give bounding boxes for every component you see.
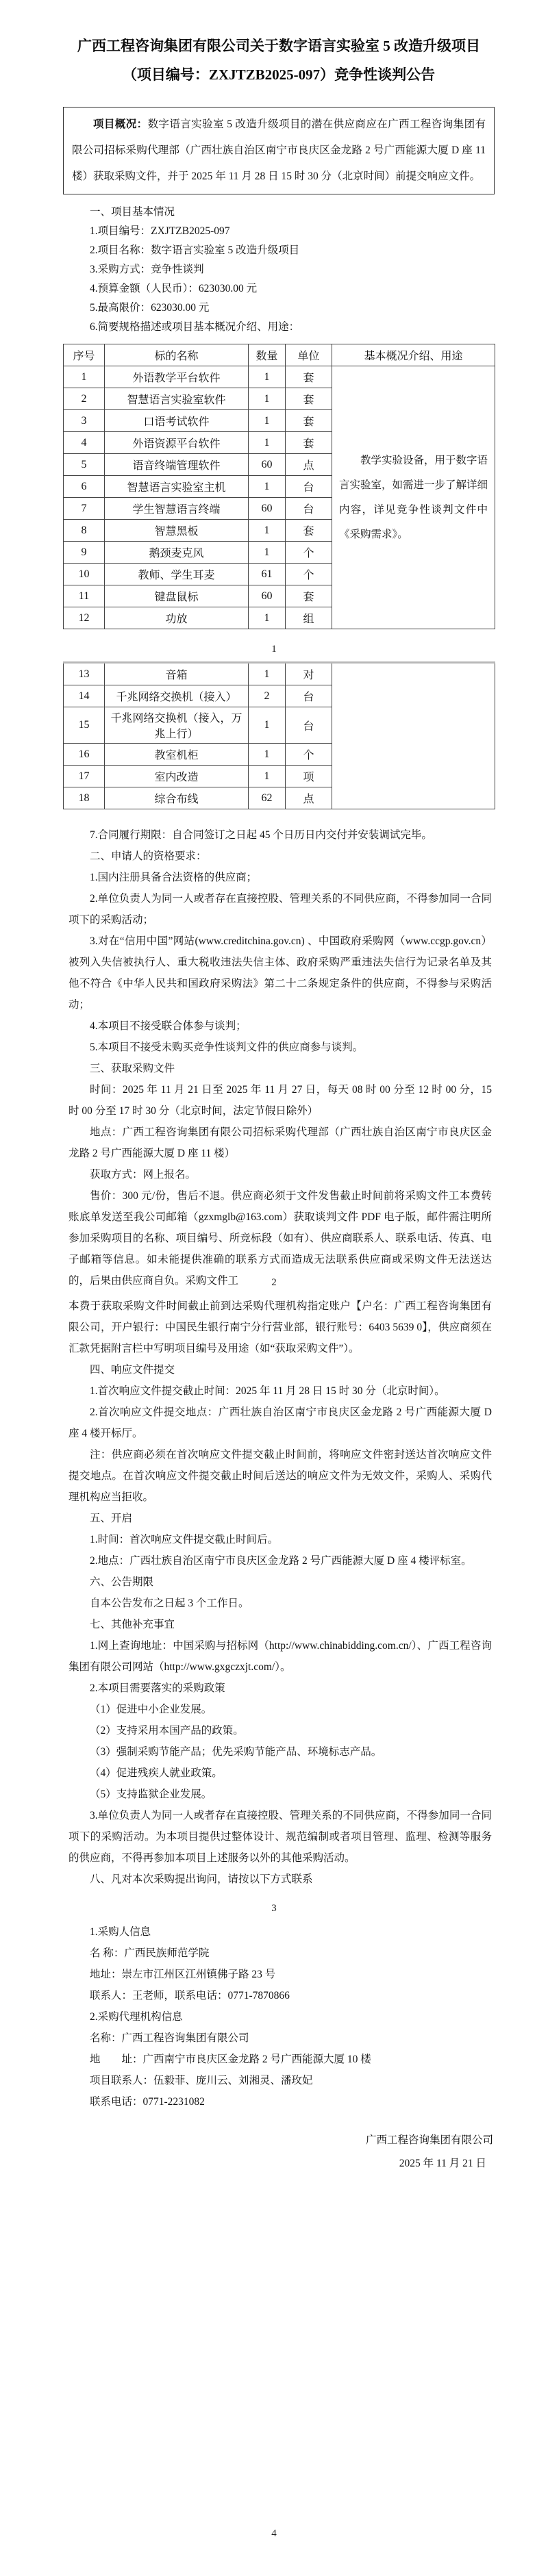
paragraph: 售价：300 元/份，售后不退。供应商必须于文件发售截止时间前将采购文件工本费转账底单发送至我公司邮箱（gzxmglb@163.com）获取谈判文件 PDF 电子版，邮件需注明所参加采购项目的名称、项目编号、所竞标段（如有）、供应商联系人、联系电话、传真、电子邮箱等信息。如未能提供准确的联系方式而造成无法联系供应商或采购文件无法送达的，后果由供应商自负。采购文件工 <box>68 1190 492 1287</box>
item-unit: 套 <box>286 432 332 454</box>
item-name: 口语考试软件 <box>105 410 249 432</box>
page-number-3: 3 <box>271 1903 277 1914</box>
column-header: 序号 <box>64 344 105 366</box>
item-no: 11 <box>64 585 105 607</box>
item-no: 5 <box>64 454 105 476</box>
paragraph: 4.预算金额（人民币）：623030.00 元 <box>90 283 258 294</box>
section-qualifications-and-documents <box>63 824 495 1291</box>
item-unit: 台 <box>286 685 332 707</box>
item-no: 16 <box>64 744 105 766</box>
paragraph: 本费于获取采购文件时间截止前到达采购代理机构指定账户【户名：广西工程咨询集团有限公司，开户银行：中国民生银行南宁分行营业部，银行账号：6403 5639 0】，供应商须在汇款凭据附言栏中写明项目编号及用途（如“获取采购文件”）。 <box>68 1300 492 1354</box>
item-no: 2 <box>64 388 105 410</box>
items-table-body-page1 <box>64 366 495 629</box>
paragraph: 1.国内注册具备合法资格的供应商； <box>90 872 258 883</box>
item-unit: 套 <box>286 410 332 432</box>
item-name: 学生智慧语言终端 <box>105 498 249 520</box>
item-name: 室内改造 <box>105 766 249 787</box>
paragraph: 注：供应商必须在首次响应文件提交截止时间前，将响应文件密封送达首次响应文件提交地点。在首次响应文件提交截止时间后送达的响应文件为无效文件，采购人、采购代理机构应当拒收。 <box>68 1449 492 1503</box>
item-unit: 个 <box>286 564 332 585</box>
item-unit: 个 <box>286 542 332 564</box>
item-qty: 1 <box>249 432 286 454</box>
paragraph: 名 称：广西民族师范学院 <box>90 1947 210 1959</box>
paragraph: 获取方式：网上报名。 <box>90 1169 197 1180</box>
signoff-date: 2025 年 11 月 21 日 <box>399 2158 486 2169</box>
item-qty: 1 <box>249 388 286 410</box>
section-submission-and-other <box>63 1296 495 1890</box>
paragraph: 1.项目编号：ZXJTZB2025-097 <box>90 225 230 237</box>
item-name: 外语资源平台软件 <box>105 432 249 454</box>
item-unit: 组 <box>286 607 332 629</box>
paragraph: 7.合同履行期限：自合同签订之日起 45 个日历日内交付并安装调试完毕。 <box>90 829 432 841</box>
paragraph: 四、响应文件提交 <box>90 1364 175 1376</box>
item-no: 8 <box>64 520 105 542</box>
page-number-4: 4 <box>271 2528 277 2539</box>
items-table-page2 <box>63 661 495 809</box>
item-name: 智慧语言实验室主机 <box>105 476 249 498</box>
paragraph: 6.简要规格描述或项目基本概况介绍、用途： <box>90 321 300 333</box>
column-header: 单位 <box>286 344 332 366</box>
item-no: 4 <box>64 432 105 454</box>
overview-label: 项目概况： <box>93 118 148 130</box>
paragraph: 3.对在“信用中国”网站(www.creditchina.gov.cn) 、中国政府采购网（www.ccgp.gov.cn）被列入失信被执行人、重大税收违法失信主体、政府采购严重违法失信行为记录名单及其他不符合《中华人民共和国政府采购法》第二十二条规定条件的供应商，不得参与采购活动； <box>68 935 492 1011</box>
paragraph: （3）强制采购节能产品；优先采购节能产品、环境标志产品。 <box>90 1746 382 1758</box>
paragraph: 五、开启 <box>90 1513 133 1524</box>
item-unit: 个 <box>286 744 332 766</box>
item-qty: 60 <box>249 454 286 476</box>
item-qty: 61 <box>249 564 286 585</box>
item-unit: 台 <box>286 498 332 520</box>
items-table-body-page2 <box>64 663 495 809</box>
item-qty: 1 <box>249 744 286 766</box>
title-line-2: （项目编号：ZXJTZB2025-097）竞争性谈判公告 <box>122 66 436 83</box>
item-name: 千兆网络交换机（接入，万兆上行） <box>105 707 249 744</box>
paragraph: 八、凡对本次采购提出询问，请按以下方式联系 <box>90 1873 313 1885</box>
item-unit: 台 <box>286 707 332 744</box>
paragraph: 5.本项目不接受未购买竞争性谈判文件的供应商参与谈判。 <box>90 1041 364 1053</box>
table-header-row <box>64 344 495 366</box>
item-no: 6 <box>64 476 105 498</box>
item-name: 综合布线 <box>105 787 249 809</box>
paragraph: （1）促进中小企业发展。 <box>90 1704 212 1715</box>
paragraph: 2.单位负责人为同一人或者存在直接控股、管理关系的不同供应商，不得参加同一合同项下的采购活动； <box>68 893 492 926</box>
page-number-1: 1 <box>271 644 277 655</box>
item-name: 鹅颈麦克风 <box>105 542 249 564</box>
item-description <box>332 663 495 809</box>
item-no: 9 <box>64 542 105 564</box>
item-qty: 60 <box>249 585 286 607</box>
item-qty: 1 <box>249 542 286 564</box>
project-overview-paragraph <box>72 112 486 190</box>
paragraph: 1.网上查询地址：中国采购与招标网（http://www.chinabidding.com.cn/）、广西工程咨询集团有限公司网站（http://www.gxgczxjt.com/）。 <box>68 1640 492 1673</box>
item-unit: 点 <box>286 454 332 476</box>
item-name: 音箱 <box>105 663 249 685</box>
paragraph: 时间：2025 年 11 月 21 日至 2025 年 11 月 27 日，每天 08 时 00 分至 12 时 00 分，15 时 00 分至 17 时 30 分（北京时间，法定节假日除外） <box>68 1084 492 1117</box>
paragraph: 名称：广西工程咨询集团有限公司 <box>90 2032 249 2044</box>
item-qty: 1 <box>249 520 286 542</box>
item-unit: 套 <box>286 366 332 388</box>
item-no: 17 <box>64 766 105 787</box>
column-header: 基本概况介绍、用途 <box>332 344 495 366</box>
paragraph: （5）支持监狱企业发展。 <box>90 1789 212 1800</box>
title-line-1: 广西工程咨询集团有限公司关于数字语言实验室 5 改造升级项目 <box>77 38 480 54</box>
item-name: 语音终端管理软件 <box>105 454 249 476</box>
paragraph: 一、项目基本情况 <box>90 206 175 218</box>
paragraph: 5.最高限价：623030.00 元 <box>90 302 210 314</box>
item-qty: 1 <box>249 766 286 787</box>
item-no: 12 <box>64 607 105 629</box>
column-header: 标的名称 <box>105 344 249 366</box>
paragraph: 3.单位负责人为同一人或者存在直接控股、管理关系的不同供应商，不得参加同一合同项下的采购活动。为本项目提供过整体设计、规范编制或者项目管理、监理、检测等服务的供应商，不得再参加本项目上述服务以外的其他采购活动。 <box>68 1810 492 1864</box>
paragraph: 地点：广西工程咨询集团有限公司招标采购代理部（广西壮族自治区南宁市良庆区金龙路 2 号广西能源大厦 D 座 11 楼） <box>68 1126 492 1159</box>
item-unit: 台 <box>286 476 332 498</box>
project-overview-box <box>63 107 495 194</box>
paragraph: 自本公告发布之日起 3 个工作日。 <box>90 1598 249 1609</box>
paragraph: 1.采购人信息 <box>90 1926 151 1938</box>
item-description-text: 教学实验设备，用于数字语言实验室，如需进一步了解详细内容，详见竞争性谈判文件中《采购需求》。 <box>339 454 488 540</box>
item-no: 13 <box>64 663 105 685</box>
paragraph: 1.首次响应文件提交截止时间：2025 年 11 月 28 日 15 时 30 分（北京时间）。 <box>90 1385 445 1397</box>
paragraph: 地 址：广西南宁市良庆区金龙路 2 号广西能源大厦 10 楼 <box>90 2054 371 2065</box>
paragraph: 2.本项目需要落实的采购政策 <box>90 1682 225 1694</box>
paragraph: 七、其他补充事宜 <box>90 1619 175 1630</box>
paragraph: 三、获取采购文件 <box>90 1063 175 1074</box>
page1-content <box>63 31 495 629</box>
paragraph: 联系人：王老师，联系电话：0771-7870866 <box>90 1990 290 2002</box>
item-name: 键盘鼠标 <box>105 585 249 607</box>
table-row <box>64 366 495 388</box>
paragraph: （2）支持采用本国产品的政策。 <box>90 1725 244 1737</box>
item-no: 10 <box>64 564 105 585</box>
item-qty: 1 <box>249 366 286 388</box>
table-row <box>64 663 495 685</box>
paragraph: 联系电话：0771-2231082 <box>90 2096 205 2108</box>
paragraph: 4.本项目不接受联合体参与谈判； <box>90 1020 247 1032</box>
paragraph: 地址：崇左市江州区江州镇佛子路 23 号 <box>90 1969 276 1980</box>
paragraph: 2.项目名称：数字语言实验室 5 改造升级项目 <box>90 244 300 256</box>
item-unit: 点 <box>286 787 332 809</box>
signoff <box>63 2129 495 2175</box>
item-qty: 1 <box>249 410 286 432</box>
item-description <box>332 366 495 629</box>
paragraph: 3.采购方式：竞争性谈判 <box>90 264 204 275</box>
signoff-company: 广西工程咨询集团有限公司 <box>365 2134 493 2146</box>
item-qty: 2 <box>249 685 286 707</box>
paragraph: （4）促进残疾人就业政策。 <box>90 1767 223 1779</box>
page-number-2: 2 <box>271 1277 277 1288</box>
item-unit: 套 <box>286 520 332 542</box>
item-qty: 1 <box>249 476 286 498</box>
item-qty: 62 <box>249 787 286 809</box>
item-no: 3 <box>64 410 105 432</box>
item-no: 15 <box>64 707 105 744</box>
item-no: 18 <box>64 787 105 809</box>
item-name: 智慧语言实验室软件 <box>105 388 249 410</box>
item-name: 外语教学平台软件 <box>105 366 249 388</box>
item-name: 千兆网络交换机（接入） <box>105 685 249 707</box>
item-no: 14 <box>64 685 105 707</box>
document-title <box>63 31 495 89</box>
paragraph: 2.地点：广西壮族自治区南宁市良庆区金龙路 2 号广西能源大厦 D 座 4 楼评标室。 <box>90 1555 472 1567</box>
item-unit: 项 <box>286 766 332 787</box>
item-name: 功放 <box>105 607 249 629</box>
item-unit: 套 <box>286 388 332 410</box>
items-table-page1 <box>63 344 495 629</box>
item-name: 教室机柜 <box>105 744 249 766</box>
item-qty: 1 <box>249 663 286 685</box>
item-qty: 60 <box>249 498 286 520</box>
paragraph: 2.采购代理机构信息 <box>90 2011 183 2023</box>
item-name: 教师、学生耳麦 <box>105 564 249 585</box>
paragraph: 六、公告期限 <box>90 1576 154 1588</box>
item-name: 智慧黑板 <box>105 520 249 542</box>
paragraph: 1.时间：首次响应文件提交截止时间后。 <box>90 1534 279 1545</box>
item-qty: 1 <box>249 607 286 629</box>
paragraph: 2.首次响应文件提交地点：广西壮族自治区南宁市良庆区金龙路 2 号广西能源大厦 D 座 4 楼开标厅。 <box>68 1406 492 1439</box>
item-qty: 1 <box>249 707 286 744</box>
section-contact-info <box>63 1921 495 2112</box>
item-no: 7 <box>64 498 105 520</box>
overview-text: 数字语言实验室 5 改造升级项目的潜在供应商应在广西工程咨询集团有限公司招标采购代理部（广西壮族自治区南宁市良庆区金龙路 2 号广西能源大厦 D 座 11 楼）获取采购文件，并于 2025 年 11 月 28 日 15 时 30 分（北京时间）前提交响应文件。 <box>72 118 486 182</box>
column-header: 数量 <box>249 344 286 366</box>
items-table-header <box>64 344 495 366</box>
item-no: 1 <box>64 366 105 388</box>
paragraph: 项目联系人：伍毅菲、庞川云、刘湘灵、潘玫妃 <box>90 2075 313 2086</box>
item-unit: 套 <box>286 585 332 607</box>
section-basic-info <box>63 203 495 337</box>
paragraph: 二、申请人的资格要求： <box>90 850 207 862</box>
item-unit: 对 <box>286 663 332 685</box>
